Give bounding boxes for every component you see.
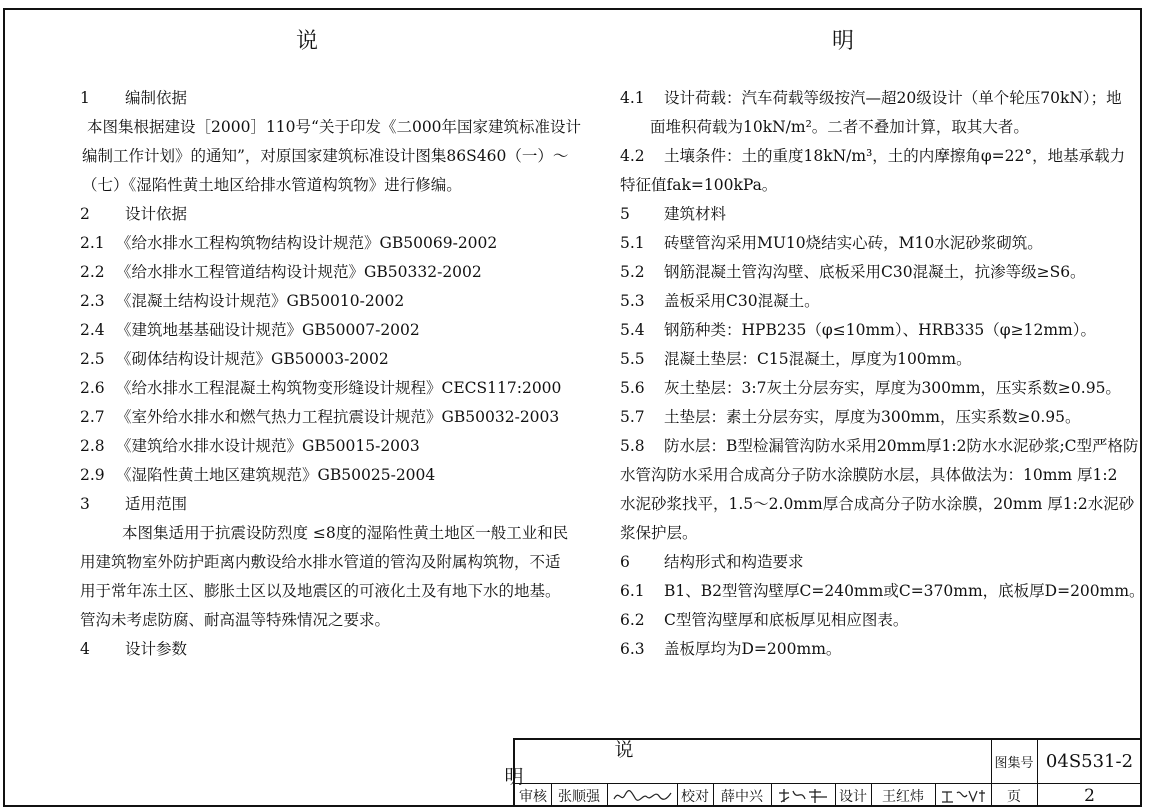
item-number: 2.9 — [80, 466, 105, 484]
list-item — [80, 403, 560, 432]
item-text: 水管沟防水采用合成高分子防水涂膜防水层，具体做法为：10mm 厚1:2 — [620, 466, 1118, 484]
item-number: 5.1 — [620, 234, 645, 252]
item-text: 盖板采用C30混凝土。 — [664, 292, 820, 310]
item-number: 2.4 — [80, 321, 105, 339]
item-number: 2.6 — [80, 379, 105, 397]
item-text: 砖壁管沟采用MU10烧结实心砖，M10水泥砂浆砌筑。 — [664, 234, 1043, 252]
item-text: 土壤条件：土的重度18kN/m³，土的内摩擦角φ=22°，地基承载力 — [664, 147, 1126, 165]
list-item — [80, 345, 550, 374]
item-text: 《建筑给水排水设计规范》GB50015-2003 — [116, 437, 420, 455]
item-text: 《湿陷性黄土地区建筑规范》GB50025-2004 — [116, 466, 436, 484]
item-text: 《给水排水工程混凝土构筑物变形缝设计规程》CECS117:2000 — [116, 379, 562, 397]
list-item — [620, 229, 1082, 258]
item-number: 2.2 — [80, 263, 105, 281]
list-item — [620, 577, 1145, 606]
title-block — [504, 738, 1142, 807]
section-heading — [620, 548, 1082, 577]
item-text: C型管沟壁厚和底板厚见相应图表。 — [664, 611, 909, 629]
checker-signature — [771, 784, 835, 807]
atlas-number-label: 图集号 — [994, 756, 1034, 771]
item-text: 水泥砂浆找平，1.5～2.0mm厚合成高分子防水涂膜，20mm 厚1:2水泥砂 — [620, 495, 1135, 513]
item-number: 5.3 — [620, 292, 645, 310]
section-label: 建筑材料 — [664, 205, 727, 223]
item-text: 混凝土垫层：C15混凝土，厚度为100mm。 — [664, 350, 972, 368]
section-number: 1 — [80, 89, 90, 107]
continuation-line — [620, 113, 1082, 142]
list-item — [620, 635, 1082, 664]
page-number: 2 — [1084, 785, 1095, 806]
reviewer-signature — [607, 784, 677, 807]
item-number: 2.8 — [80, 437, 105, 455]
list-item — [620, 403, 1082, 432]
drawing-name: 说 明 — [504, 738, 1002, 788]
signature-scribble — [775, 787, 831, 805]
atlas-number: 04S531-2 — [1045, 751, 1134, 772]
paragraph-line: 用于常年冻土区、膨胀土区以及地震区的可液化土及有地下水的地基。 — [80, 582, 561, 600]
item-number: 2.1 — [80, 234, 105, 252]
check-label: 校对 — [681, 788, 709, 805]
designer-name: 王红炜 — [882, 788, 924, 805]
item-text: 《砌体结构设计规范》GB50003-2002 — [116, 350, 389, 368]
paragraph-line: 本图集根据建设［2000］110号“关于印发《二000年国家建筑标准设计 — [87, 118, 582, 136]
section-heading — [620, 200, 1082, 229]
item-text: 钢筋种类：HPB235（φ≤10mm）、HRB335（φ≥12mm）。 — [664, 321, 1097, 339]
section-number: 2 — [80, 205, 90, 223]
continuation-line — [620, 461, 1118, 490]
item-number: 5.2 — [620, 263, 645, 281]
signature-scribble — [611, 787, 673, 805]
list-item — [620, 374, 1121, 403]
paragraph-line: 本图集适用于抗震设防烈度 ≤8度的湿陷性黄土地区一般工业和民 — [122, 524, 569, 542]
checker-name: 薛中兴 — [721, 788, 763, 805]
item-text: 《室外给水排水和燃气热力工程抗震设计规范》GB50032-2003 — [116, 408, 560, 426]
item-number: 6.2 — [620, 611, 645, 629]
item-text: 灰土垫层：3:7灰土分层夯实，厚度为300mm，压实系数≥0.95。 — [664, 379, 1121, 397]
item-text: 《给水排水工程管道结构设计规范》GB50332-2002 — [116, 263, 482, 281]
item-number: 5.4 — [620, 321, 645, 339]
title-block-top-row — [504, 738, 1142, 788]
list-item — [80, 229, 550, 258]
item-text: 浆保护层。 — [620, 524, 698, 542]
paragraph — [82, 113, 582, 200]
paragraph — [80, 519, 569, 635]
section-heading — [80, 635, 550, 664]
item-number: 5.6 — [620, 379, 645, 397]
item-text: 设计荷载：汽车荷载等级按汽—超20级设计（单个轮压70kN）；地 — [664, 89, 1122, 107]
list-item — [620, 142, 1126, 171]
item-text: 面堆积荷载为10kN/m²。二者不叠加计算，取其大者。 — [650, 118, 1029, 136]
list-item — [620, 606, 1082, 635]
list-item — [620, 287, 1082, 316]
right-column — [620, 84, 1145, 664]
page-label: 页 — [1007, 788, 1021, 805]
list-item — [80, 461, 550, 490]
list-item — [620, 345, 1082, 374]
continuation-line — [620, 490, 1135, 519]
section-number: 4 — [80, 640, 90, 658]
left-column — [80, 84, 582, 664]
section-heading — [80, 490, 550, 519]
item-number: 6.1 — [620, 582, 645, 600]
item-text: 盖板厚均为D=200mm。 — [664, 640, 842, 658]
list-item — [620, 258, 1086, 287]
item-text: 《混凝土结构设计规范》GB50010-2002 — [116, 292, 405, 310]
item-number: 2.7 — [80, 408, 105, 426]
list-item — [80, 258, 550, 287]
item-number: 6.3 — [620, 640, 645, 658]
item-number: 4.2 — [620, 147, 645, 165]
paragraph-line: 用建筑物室外防护距离内敷设给水排水管道的管沟及附属构筑物，不适 — [80, 553, 561, 571]
item-text: 防水层：B型检漏管沟防水采用20mm厚1:2防水水泥砂浆;C型严格防 — [664, 437, 1139, 455]
section-label: 设计参数 — [125, 640, 188, 658]
page-title: 说 明 — [295, 29, 966, 54]
section-label: 设计依据 — [125, 205, 188, 223]
item-number: 2.3 — [80, 292, 105, 310]
list-item — [80, 287, 550, 316]
list-item — [80, 316, 550, 345]
item-text: 土垫层：素土分层夯实，厚度为300mm，压实系数≥0.95。 — [664, 408, 1081, 426]
list-item — [80, 374, 562, 403]
design-label: 设计 — [839, 788, 867, 805]
continuation-line — [620, 519, 1082, 548]
item-text: 《给水排水工程构筑物结构设计规范》GB50069-2002 — [116, 234, 498, 252]
list-item — [620, 316, 1097, 345]
item-number: 4.1 — [620, 89, 645, 107]
designer-signature — [935, 784, 991, 807]
section-heading — [80, 200, 550, 229]
item-text: 《建筑地基基础设计规范》GB50007-2002 — [116, 321, 420, 339]
paragraph-line: 编制工作计划》的通知”，对原国家建筑标准设计图集86S460（一）～ — [82, 147, 569, 165]
item-number: 2.5 — [80, 350, 105, 368]
item-number: 5.7 — [620, 408, 645, 426]
section-number: 5 — [620, 205, 630, 223]
reviewer-name: 张顺强 — [558, 788, 600, 805]
section-number: 3 — [80, 495, 90, 513]
signature-scribble — [939, 787, 987, 805]
paragraph-line: 管沟未考虑防腐、耐高温等特殊情况之要求。 — [80, 611, 391, 629]
title-block-bottom-row — [515, 784, 1142, 807]
list-item — [620, 84, 1122, 113]
section-label: 适用范围 — [125, 495, 188, 513]
paragraph-line: （七）《湿陷性黄土地区给排水管道构筑物》进行修编。 — [82, 176, 462, 194]
section-label: 编制依据 — [125, 89, 188, 107]
item-number: 5.8 — [620, 437, 645, 455]
section-number: 6 — [620, 553, 630, 571]
review-label: 审核 — [519, 788, 547, 805]
continuation-line — [620, 171, 1082, 200]
item-text: 特征值fak=100kPa。 — [620, 176, 778, 194]
item-number: 5.5 — [620, 350, 645, 368]
list-item — [80, 432, 550, 461]
section-label: 结构形式和构造要求 — [664, 553, 804, 571]
item-text: B1、B2型管沟壁厚C=240mm或C=370mm，底板厚D=200mm。 — [664, 582, 1145, 600]
list-item — [620, 432, 1139, 461]
item-text: 钢筋混凝土管沟沟壁、底板采用C30混凝土，抗渗等级≥S6。 — [664, 263, 1086, 281]
section-heading — [80, 84, 550, 113]
